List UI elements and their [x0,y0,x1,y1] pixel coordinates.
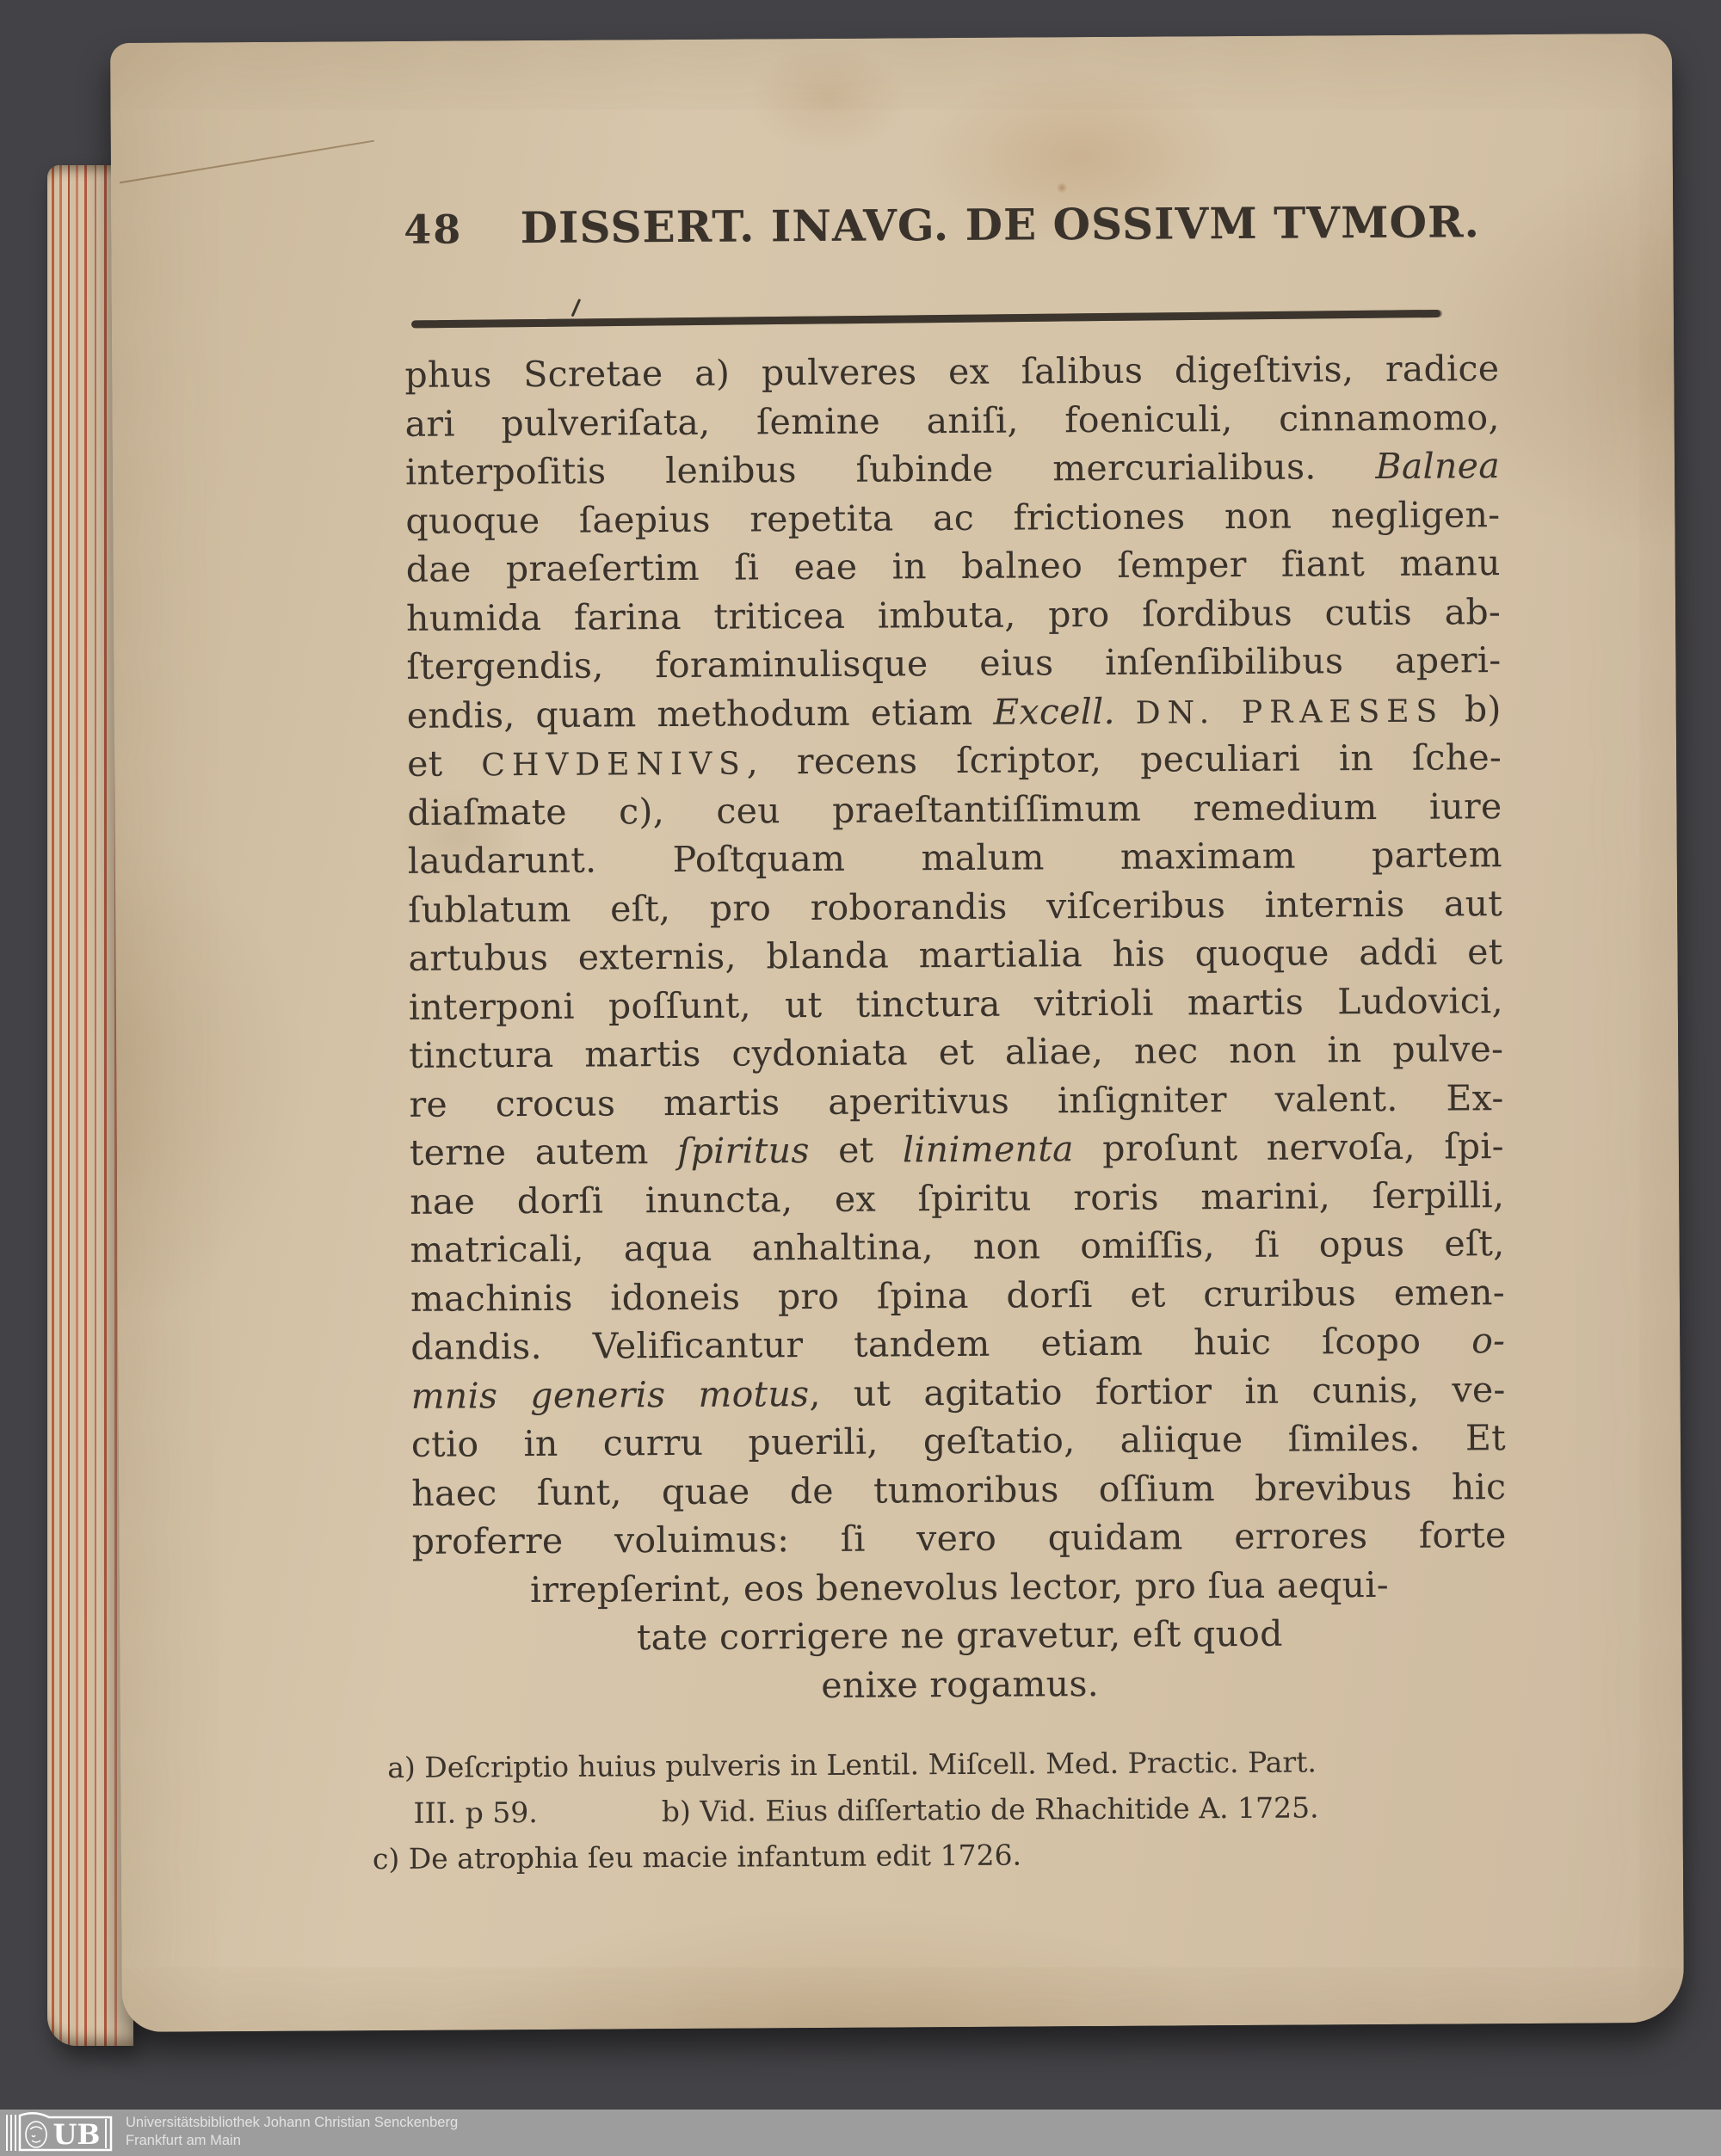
body-line: et CHVDENIVS, recens ſcriptor, peculiari in ſche- [406,736,1502,785]
body-line: ctio in curru puerili, geſtatio, aliique ſimiles. Et [410,1417,1507,1465]
body-line: terne autem ſpiritus et linimenta proſunt nervoſa, ſpi- [409,1125,1505,1173]
body-line: re crocus martis aperitivus inſigniter valent. Ex- [409,1076,1504,1125]
body-text [404,344,1508,1712]
body-line: enixe rogamus. [821,1662,1100,1706]
body-line: proferre voluimus: ſi vero quidam errores forte [411,1514,1507,1562]
page-header [404,196,1498,260]
ub-library-logo-icon [4,2112,114,2153]
body-line: irrepſerint, eos benevolus lector, pro ſua aequi- [529,1563,1390,1611]
body-line: ari pulveriſata, ſemine aniſi, foeniculi, cinnamomo, [404,396,1500,445]
page-number: 48 [404,206,463,253]
body-line: nae dorſi inuncta, ex ſpiritu roris marini, ſerpilli, [410,1173,1505,1223]
body-line: interponi poſſunt, ut tinctura vitrioli martis Ludovici, [408,979,1503,1028]
body-line: humida farina triticea imbuta, pro ſordibus cutis ab- [405,590,1502,639]
footnotes [372,1739,1319,1882]
printed-area [372,196,1507,1876]
body-line: dae praeſertim ſi eae in balneo ſemper fiant manu [405,542,1501,590]
body-line: dandis. Velificantur tandem etiam huic ſcopo o- [410,1320,1506,1368]
footnote-row-b [387,1784,1318,1836]
footnote-c: c) De atrophia ſeu macie infantum edit 1726. [372,1838,1022,1876]
under-page-edge [120,140,374,184]
running-title: DISSERT. INAVG. DE OSSIVM TVMOR. [520,196,1481,254]
body-line: artubus externis, blanda martialia his quoque addi et [408,931,1503,979]
footnote-a-continuation: III. p 59. [413,1796,538,1830]
footnote-a: a) Deſcriptio huius pulveris in Lentil. Miſcell. Med. Practic. Part. [387,1745,1317,1785]
body-line: tinctura martis cydoniata et aliae, nec non in pulve- [409,1028,1504,1076]
ub-logo-text: UB [52,2118,101,2151]
book-page [110,34,1684,2032]
body-line: ſublatum eſt, pro roborandis viſceribus internis aut [408,882,1503,931]
body-line: mnis generis motus, ut agitatio fortior in cunis, ve- [410,1368,1506,1417]
library-caption [126,2114,458,2150]
body-line: matricali, aqua anhaltina, non omiſſis, ſi opus eſt, [410,1223,1505,1271]
header-rule [411,310,1440,329]
body-line: diaſmate c), ceu praeſtantiſſimum remedium iure [407,785,1502,834]
body-line: tate corrigere ne gravetur, eſt quod [636,1612,1283,1659]
body-line: quoque ſaepius repetita ac frictiones non negligen- [405,493,1501,542]
body-line: machinis idoneis pro ſpina dorſi et cruribus emen- [410,1271,1506,1320]
body-line: haec ſunt, quae de tumoribus oſſium brevibus hic [411,1465,1507,1514]
body-line: endis, quam methodum etiam Excell. DN. PRAESES b) [406,687,1502,736]
footnote-b: b) Vid. Eius diſſertatio de Rhachitide A. 1725. [661,1790,1319,1829]
library-city: Frankfurt am Main [126,2133,241,2148]
library-footer-bar [0,2110,1721,2156]
library-name: Universitätsbibliothek Johann Christian Senckenberg [126,2115,459,2130]
body-line: phus Scretae a) pulveres ex ſalibus digeſtivis, radice [404,348,1500,396]
header-rule-tick [571,299,582,317]
body-line: ſtergendis, foraminulisque eius inſenſibilibus aperi- [406,639,1502,687]
body-line: interpoſitis lenibus ſubinde mercurialibus. Balnea [404,445,1501,493]
body-line: laudarunt. Poſtquam malum maximam partem [407,834,1502,882]
